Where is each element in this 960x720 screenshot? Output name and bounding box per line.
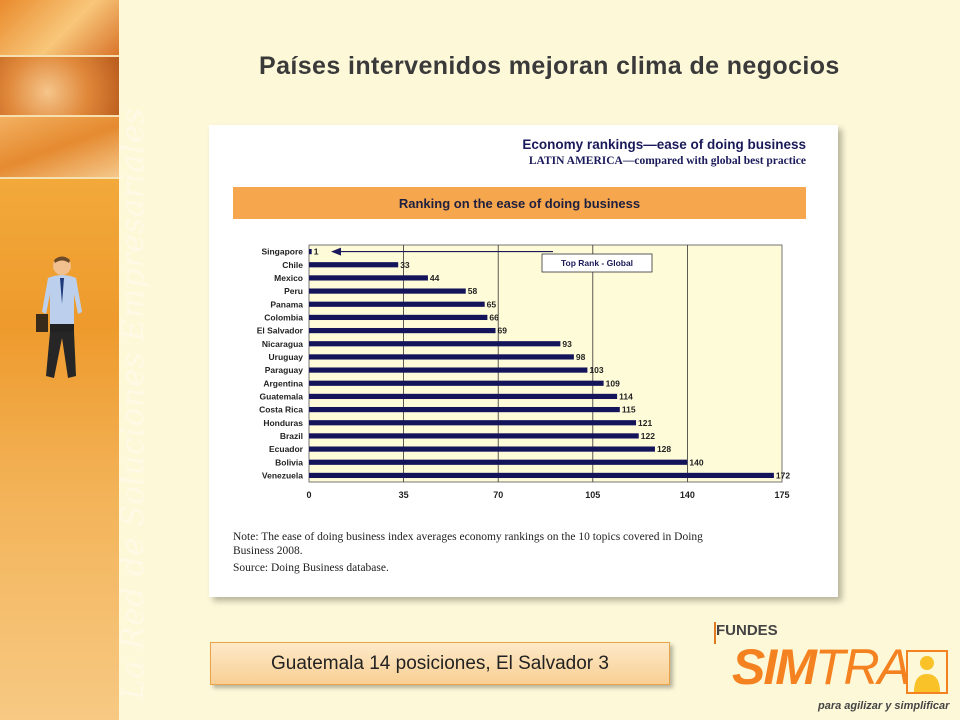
bar	[309, 249, 312, 254]
category-label: Bolivia	[275, 457, 303, 468]
chart-banner: Ranking on the ease of doing business	[233, 187, 806, 219]
bar	[309, 420, 636, 425]
bar	[309, 315, 487, 320]
bar	[309, 354, 574, 359]
bar	[309, 302, 485, 307]
value-label: 58	[467, 286, 478, 297]
value-label: 128	[656, 444, 672, 455]
category-label: Brazil	[279, 430, 303, 441]
chart-title: Economy rankings—ease of doing business	[522, 137, 806, 152]
category-label: Nicaragua	[261, 338, 303, 349]
category-label: Mexico	[274, 272, 303, 283]
vertical-slogan: La Red de Soluciones Empresariales	[115, 108, 151, 700]
x-tick-label: 35	[398, 490, 409, 500]
bar	[309, 473, 774, 478]
simtra-wordmark-a: SIM	[732, 639, 815, 695]
value-label: 103	[589, 365, 604, 376]
bar	[309, 341, 560, 346]
category-label: Honduras	[263, 417, 303, 428]
value-label: 98	[575, 351, 586, 362]
category-label: Argentina	[263, 378, 303, 389]
category-label: Guatemala	[259, 391, 303, 402]
annotation-label: Top Rank - Global	[560, 258, 634, 268]
value-label: 140	[689, 457, 704, 468]
category-label: Colombia	[264, 312, 303, 323]
x-tick-label: 0	[306, 490, 312, 500]
category-label: Costa Rica	[259, 404, 303, 415]
value-label: 122	[640, 430, 655, 441]
bar	[309, 262, 398, 267]
chart-source: Source: Doing Business database.	[233, 562, 389, 574]
bar	[309, 407, 620, 412]
bar	[309, 275, 428, 280]
category-label: Venezuela	[261, 470, 303, 481]
bar	[309, 394, 617, 399]
category-label: Uruguay	[268, 351, 303, 362]
bar	[309, 460, 687, 465]
callout-box: Guatemala 14 posiciones, El Salvador 3	[210, 642, 670, 685]
value-label: 1	[313, 246, 319, 257]
bar	[309, 288, 466, 293]
category-label: Chile	[282, 259, 303, 270]
chart-note-line1: Note: The ease of doing business index averages economy rankings on the 10 topics covered in Doing	[233, 531, 703, 543]
page-title: Países intervenidos mejoran clima de negocios	[259, 52, 840, 80]
simtra-logo	[714, 618, 954, 718]
value-label: 65	[486, 299, 497, 310]
bar	[309, 433, 639, 438]
person-icon	[906, 650, 948, 694]
value-label: 93	[562, 338, 572, 349]
bar	[309, 446, 655, 451]
value-label: 121	[638, 417, 653, 428]
value-label: 69	[497, 325, 507, 336]
category-label: Ecuador	[268, 444, 303, 455]
value-label: 114	[619, 391, 633, 402]
logo-tagline: para agilizar y simplificar	[818, 700, 950, 712]
plot-area	[309, 245, 782, 482]
chart-subtitle: LATIN AMERICA—compared with global best practice	[528, 155, 806, 167]
value-label: 44	[429, 272, 440, 283]
category-label: Paraguay	[264, 365, 303, 376]
bar	[309, 328, 495, 333]
value-label: 172	[775, 470, 791, 481]
bar	[309, 367, 587, 372]
category-label: Peru	[284, 286, 303, 297]
category-label: Panama	[270, 299, 303, 310]
value-label: 66	[489, 312, 499, 323]
x-tick-label: 140	[679, 490, 695, 500]
value-label: 115	[621, 404, 636, 415]
bar	[309, 381, 604, 386]
value-label: 33	[400, 259, 410, 270]
simtra-wordmark-b: TRA	[814, 639, 909, 695]
category-label: Singapore	[261, 246, 303, 257]
simtra-wordmark	[732, 639, 909, 695]
bar-chart	[209, 125, 838, 525]
x-tick-label: 175	[774, 490, 790, 500]
left-decorative-strip	[0, 0, 151, 720]
x-tick-label: 105	[585, 490, 601, 500]
x-tick-label: 70	[493, 490, 504, 500]
chart-note-line2: Business 2008.	[233, 545, 303, 557]
businessman-image	[32, 254, 92, 390]
category-label: El Salvador	[256, 325, 303, 336]
value-label: 109	[605, 378, 620, 389]
chart-card	[209, 125, 838, 597]
fundes-wordmark: FUNDES	[716, 622, 778, 639]
